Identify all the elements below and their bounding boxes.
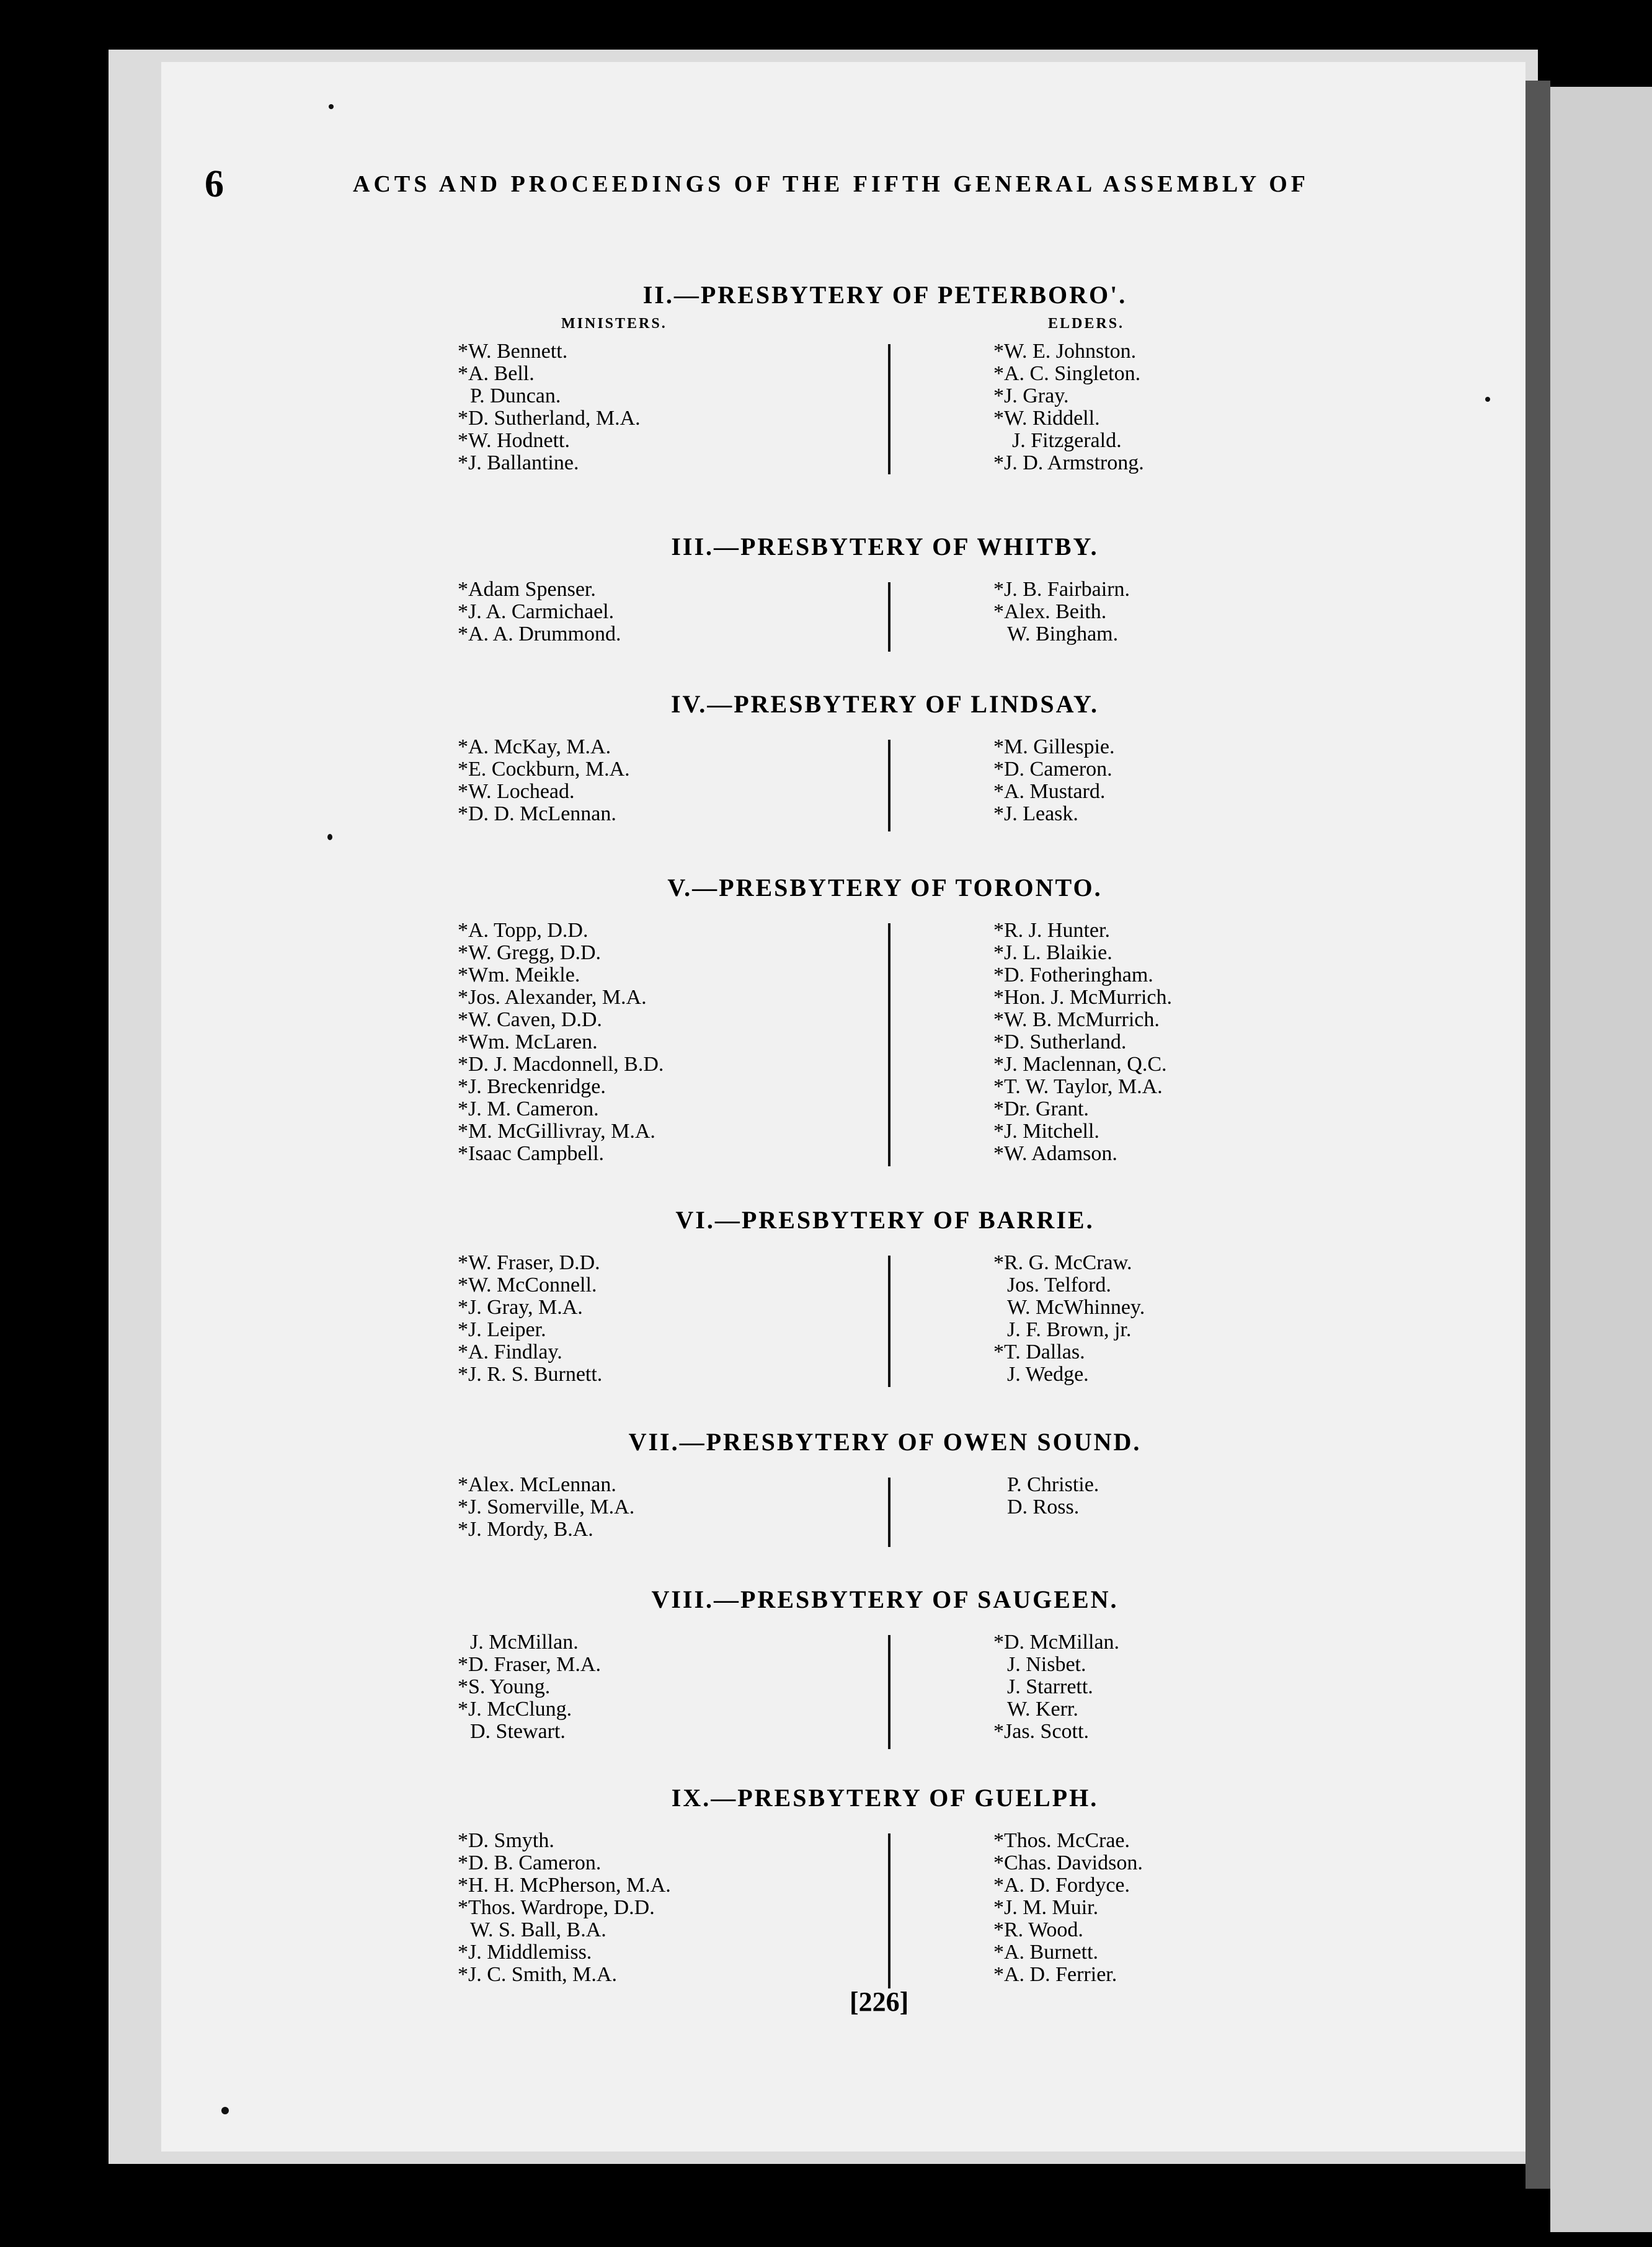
section-title: VII.—PRESBYTERY OF OWEN SOUND. bbox=[628, 1428, 1142, 1456]
elder-entry: J. Fitzgerald. bbox=[1012, 429, 1122, 452]
minister-entry: P. Duncan. bbox=[470, 384, 561, 407]
elder-entry: *D. Fotheringham. bbox=[993, 964, 1153, 986]
column-headings bbox=[0, 316, 1652, 340]
section-title: VI.—PRESBYTERY OF BARRIE. bbox=[675, 1206, 1095, 1234]
section-title: II.—PRESBYTERY OF PETERBORO'. bbox=[642, 281, 1127, 309]
elder-entry: *J. Maclennan, Q.C. bbox=[993, 1053, 1167, 1076]
minister-entry: *W. Caven, D.D. bbox=[458, 1008, 602, 1031]
minister-entry: *J. C. Smith, M.A. bbox=[458, 1963, 617, 1986]
minister-entry: *D. J. Macdonnell, B.D. bbox=[458, 1053, 664, 1076]
section-title: IX.—PRESBYTERY OF GUELPH. bbox=[671, 1784, 1099, 1812]
facing-page-edge bbox=[1550, 87, 1652, 2232]
ministers-list bbox=[458, 340, 641, 474]
elder-entry: *Jas. Scott. bbox=[993, 1720, 1089, 1743]
elders-list bbox=[993, 1252, 1145, 1386]
elder-entry: *Thos. McCrae. bbox=[993, 1829, 1130, 1852]
binding-edge bbox=[1525, 81, 1550, 2189]
page-sheet bbox=[161, 62, 1525, 2152]
presbytery-section bbox=[0, 689, 1652, 825]
elders-list bbox=[993, 920, 1172, 1165]
minister-entry: *W. Fraser, D.D. bbox=[458, 1251, 600, 1274]
minister-entry: *J. M. Cameron. bbox=[458, 1097, 599, 1120]
minister-entry: D. Stewart. bbox=[470, 1720, 566, 1743]
elder-entry: *A. Mustard. bbox=[993, 780, 1106, 803]
ministers-heading: MINISTERS. bbox=[561, 316, 667, 332]
minister-entry: J. McMillan. bbox=[470, 1631, 579, 1654]
minister-entry: *D. Smyth. bbox=[458, 1829, 554, 1852]
presbytery-section bbox=[0, 1427, 1652, 1541]
elder-entry: *W. Riddell. bbox=[993, 407, 1100, 430]
minister-entry: *J. Middlemiss. bbox=[458, 1941, 592, 1964]
elder-entry: *R. J. Hunter. bbox=[993, 919, 1110, 942]
elder-entry: *J. M. Muir. bbox=[993, 1896, 1099, 1919]
minister-entry: *D. Sutherland, M.A. bbox=[458, 407, 641, 430]
elder-entry: *J. B. Fairbairn. bbox=[993, 578, 1130, 601]
elder-entry: J. Wedge. bbox=[1007, 1363, 1089, 1386]
minister-entry: *J. Ballantine. bbox=[458, 451, 579, 474]
minister-entry: *A. A. Drummond. bbox=[458, 623, 621, 645]
presbytery-section bbox=[0, 1783, 1652, 1986]
scan-speck bbox=[329, 104, 334, 109]
section-title: III.—PRESBYTERY OF WHITBY. bbox=[671, 533, 1099, 561]
minister-entry: *D. Fraser, M.A. bbox=[458, 1653, 601, 1676]
section-title: V.—PRESBYTERY OF TORONTO. bbox=[667, 874, 1103, 902]
column-divider bbox=[888, 582, 890, 652]
minister-entry: *E. Cockburn, M.A. bbox=[458, 758, 630, 781]
elder-entry: *J. L. Blaikie. bbox=[993, 941, 1112, 964]
elders-list bbox=[993, 1474, 1099, 1518]
column-divider bbox=[888, 740, 890, 831]
minister-entry: *Jos. Alexander, M.A. bbox=[458, 986, 647, 1009]
minister-entry: *J. Breckenridge. bbox=[458, 1075, 606, 1098]
minister-entry: *Thos. Wardrope, D.D. bbox=[458, 1896, 655, 1919]
column-divider bbox=[888, 1833, 890, 1988]
elder-entry: *M. Gillespie. bbox=[993, 735, 1115, 758]
elder-entry: W. Bingham. bbox=[1007, 623, 1119, 645]
elder-entry: *A. C. Singleton. bbox=[993, 362, 1141, 385]
minister-entry: *J. R. S. Burnett. bbox=[458, 1363, 603, 1386]
elder-entry: *W. E. Johnston. bbox=[993, 340, 1137, 363]
minister-entry: *Isaac Campbell. bbox=[458, 1142, 605, 1165]
elder-entry: W. McWhinney. bbox=[1007, 1296, 1145, 1319]
presbytery-section bbox=[0, 873, 1652, 1165]
minister-entry: *A. Bell. bbox=[458, 362, 535, 385]
elders-list bbox=[993, 736, 1114, 825]
presbytery-section bbox=[0, 532, 1652, 645]
elder-entry: *Hon. J. McMurrich. bbox=[993, 986, 1173, 1009]
elders-heading: ELDERS. bbox=[1048, 316, 1125, 332]
ministers-list bbox=[458, 920, 664, 1165]
elder-entry: *W. B. McMurrich. bbox=[993, 1008, 1160, 1031]
elder-entry: *R. Wood. bbox=[993, 1918, 1083, 1941]
elder-entry: *Alex. Beith. bbox=[993, 600, 1107, 623]
minister-entry: *S. Young. bbox=[458, 1675, 551, 1698]
ministers-list bbox=[458, 578, 621, 645]
elder-entry: J. Starrett. bbox=[1007, 1675, 1093, 1698]
column-divider bbox=[888, 923, 890, 1166]
elder-entry: *T. W. Taylor, M.A. bbox=[993, 1075, 1163, 1098]
ministers-list bbox=[458, 736, 630, 825]
column-divider bbox=[888, 344, 890, 474]
elder-entry: *J. Gray. bbox=[993, 384, 1069, 407]
presbytery-section bbox=[0, 280, 1652, 474]
elder-entry: *R. G. McCraw. bbox=[993, 1251, 1132, 1274]
column-divider bbox=[888, 1635, 890, 1749]
elders-list bbox=[993, 578, 1130, 645]
elder-entry: *T. Dallas. bbox=[993, 1341, 1085, 1363]
minister-entry: *W. Bennett. bbox=[458, 340, 568, 363]
elder-entry: *J. D. Armstrong. bbox=[993, 451, 1144, 474]
minister-entry: *J. Somerville, M.A. bbox=[458, 1496, 635, 1518]
ministers-list bbox=[458, 1474, 634, 1541]
elder-entry: *J. Leask. bbox=[993, 802, 1078, 825]
elder-entry: *D. Cameron. bbox=[993, 758, 1112, 781]
ministers-list bbox=[458, 1830, 671, 1986]
elder-entry: *D. McMillan. bbox=[993, 1631, 1120, 1654]
minister-entry: *A. McKay, M.A. bbox=[458, 735, 611, 758]
scan-speck bbox=[221, 2107, 229, 2114]
section-title: IV.—PRESBYTERY OF LINDSAY. bbox=[670, 690, 1099, 718]
presbytery-section bbox=[0, 1205, 1652, 1386]
minister-entry: *A. Findlay. bbox=[458, 1341, 562, 1363]
elder-entry: J. Nisbet. bbox=[1007, 1653, 1086, 1676]
minister-entry: *Adam Spenser. bbox=[458, 578, 596, 601]
elder-entry: *A. Burnett. bbox=[993, 1941, 1099, 1964]
minister-entry: *J. McClung. bbox=[458, 1698, 572, 1721]
scan-speck bbox=[1485, 397, 1490, 402]
ministers-list bbox=[458, 1631, 601, 1743]
section-title: VIII.—PRESBYTERY OF SAUGEEN. bbox=[651, 1585, 1119, 1613]
minister-entry: *Wm. McLaren. bbox=[458, 1030, 598, 1053]
minister-entry: *J. Gray, M.A. bbox=[458, 1296, 583, 1319]
minister-entry: *A. Topp, D.D. bbox=[458, 919, 588, 942]
page-footer-number: [226] bbox=[850, 1987, 909, 2017]
minister-entry: *D. D. McLennan. bbox=[458, 802, 616, 825]
presbytery-section bbox=[0, 1585, 1652, 1743]
minister-entry: *W. Gregg, D.D. bbox=[458, 941, 602, 964]
minister-entry: *J. Mordy, B.A. bbox=[458, 1518, 593, 1541]
elder-entry: *Chas. Davidson. bbox=[993, 1851, 1143, 1874]
minister-entry: *H. H. McPherson, M.A. bbox=[458, 1874, 671, 1897]
minister-entry: *W. McConnell. bbox=[458, 1274, 597, 1296]
minister-entry: W. S. Ball, B.A. bbox=[470, 1918, 606, 1941]
minister-entry: *J. A. Carmichael. bbox=[458, 600, 615, 623]
minister-entry: *W. Hodnett. bbox=[458, 429, 571, 452]
elder-entry: *W. Adamson. bbox=[993, 1142, 1117, 1165]
running-head: ACTS AND PROCEEDINGS OF THE FIFTH GENERAL ASSEMBLY OF bbox=[353, 171, 1309, 197]
elders-list bbox=[993, 1830, 1143, 1986]
column-divider bbox=[888, 1478, 890, 1547]
minister-entry: *M. McGillivray, M.A. bbox=[458, 1120, 655, 1143]
page-number: 6 bbox=[205, 163, 224, 205]
elders-list bbox=[993, 1631, 1119, 1743]
elder-entry: *A. D. Ferrier. bbox=[993, 1963, 1117, 1986]
minister-entry: *Wm. Meikle. bbox=[458, 964, 580, 986]
ministers-list bbox=[458, 1252, 602, 1386]
elder-entry: *Dr. Grant. bbox=[993, 1097, 1089, 1120]
elder-entry: P. Christie. bbox=[1007, 1473, 1099, 1496]
minister-entry: *Alex. McLennan. bbox=[458, 1473, 616, 1496]
elder-entry: W. Kerr. bbox=[1007, 1698, 1078, 1721]
elder-entry: J. F. Brown, jr. bbox=[1007, 1318, 1132, 1341]
elders-list bbox=[993, 340, 1144, 474]
elder-entry: Jos. Telford. bbox=[1007, 1274, 1111, 1296]
scan-speck bbox=[327, 834, 332, 840]
elder-entry: *J. Mitchell. bbox=[993, 1120, 1099, 1143]
elder-entry: *A. D. Fordyce. bbox=[993, 1874, 1130, 1897]
elder-entry: *D. Sutherland. bbox=[993, 1030, 1127, 1053]
minister-entry: *J. Leiper. bbox=[458, 1318, 546, 1341]
elder-entry: D. Ross. bbox=[1007, 1496, 1080, 1518]
minister-entry: *D. B. Cameron. bbox=[458, 1851, 602, 1874]
column-divider bbox=[888, 1256, 890, 1387]
minister-entry: *W. Lochead. bbox=[458, 780, 575, 803]
